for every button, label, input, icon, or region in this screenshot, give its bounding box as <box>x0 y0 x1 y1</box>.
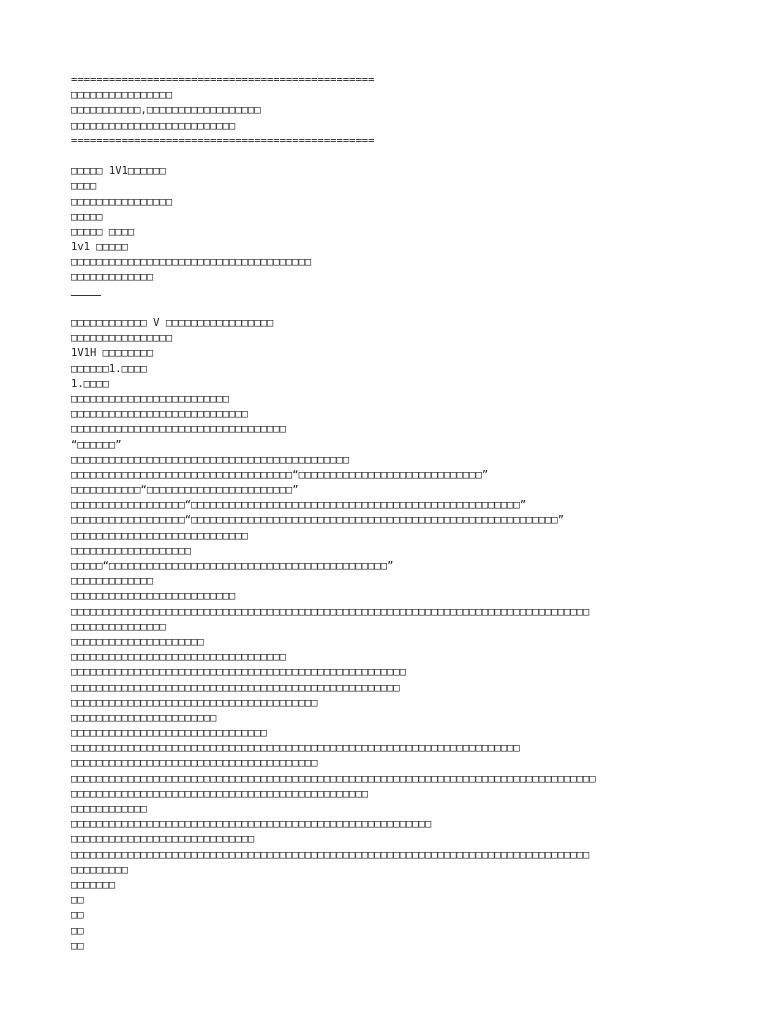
text-line: □□□□□ <box>71 210 103 223</box>
text-line: □□□□□□□□□□□□□□□□□□□□□□□□□□□□□□□ <box>71 727 267 740</box>
text-line: □□□□□□□□□□□□□□□□□□□□□□□□□□□□ <box>71 529 249 542</box>
section-2 <box>71 316 751 954</box>
text-line: □□ <box>71 924 84 937</box>
text-line: □□□□□□□□□□□□□□□ <box>71 620 166 633</box>
text-line: □□□□□□□□□□□□□□□□□□□□□□□□□□□□□□□□□□□□□□□□□□□□□□□□□□□□ <box>71 681 400 694</box>
header-line: □□□□□□□□□□□□□□□□□□□□□□□□□□ <box>71 119 236 132</box>
text-line: 1V1H □□□□□□□□ <box>71 347 154 360</box>
quoted-line: “□□□□□□” <box>71 438 122 451</box>
text-line: □□□□□□□□□□□□□□□□□□□□□□□□□□ <box>71 590 236 603</box>
text-line: □□ <box>71 894 84 907</box>
text-line: □□□□□□□□□□□□□□□□□□□□□ <box>71 635 204 648</box>
text-line: □□□□□ □□□□ <box>71 225 135 238</box>
text-line: □□□□□□□□□□□□□□□□□□□□□□□□□□□□ <box>71 408 249 421</box>
text-line: □□□□□□□□□□□□□□□□□□□□□□□□□□□□□□□□□□□□□□□□□□□□□□□□□□□□□□□□□ <box>71 818 432 831</box>
header-line: □□□□□□□□□□□□□□□□ <box>71 89 173 102</box>
text-line: □□ <box>71 909 84 922</box>
text-line: □□□□□□□□□□□□□□□□□□□□□□□□□□□□□□□□□□□□□□□ <box>71 696 318 709</box>
header-rule-bottom: ================================================ <box>71 134 375 147</box>
text-line: □□ <box>71 939 84 952</box>
text-line: □□□□□□□□□□□□□ <box>71 575 154 588</box>
text-line: □□□□□□1.□□□□ <box>71 362 147 375</box>
document-page <box>71 73 751 954</box>
document-header <box>71 73 751 149</box>
text-line: □□□□□□□□□□□□□□□□□□□□□□□□□□□□□□□□□□□□□□□□□□□□□□□ <box>71 787 369 800</box>
text-line: □□□□□ 1V1□□□□□□ <box>71 165 166 178</box>
text-line: □□□□□□□□□□□□□□□□□□□□□□□□□□□□□ <box>71 833 255 846</box>
text-line: □□□□□□□□□□□□□□□□□□□□□□□□□□□□□□□□□□□□□□□□□□□□□□□□□□□□□ <box>71 666 407 679</box>
text-line: □□□□□□□□□□□□□□□□□□□□□□□□□□□□□□□□□□□□□□ <box>71 256 312 269</box>
text-line: □□□□□□□□□□□□□□□□□□□□□□□□□□□□□□□□□□□□□□□□□□□□□□□□□□□□□□□□□□□□□□□□□□□□□□□□□□□□□□□□□□ <box>71 605 590 618</box>
text-line: □□□□□□□□□□□□ <box>71 803 147 815</box>
spacer <box>71 149 751 164</box>
quoted-line: □□□□□□□□□□□□□□□□□□□□□□□□□□□□□□□□□□□“□□□□□□□□□□□□□□□□□□□□□□□□□□□□□” <box>71 468 489 481</box>
quoted-line: □□□□□□□□□□□□□□□□□□“□□□□□□□□□□□□□□□□□□□□□□□□□□□□□□□□□□□□□□□□□□□□□□□□□□□□□□□□□□” <box>71 514 565 527</box>
text-line: □□□□□□□□□ <box>71 863 128 876</box>
text-line: □□□□□□□□□□□□□□□□□□□□□□□□□□□□□□□□□□□□□□□□□□□□ <box>71 453 350 466</box>
text-line: □□□□□□□□□□□□□□□□□□□ <box>71 544 192 557</box>
quoted-line: □□□□□“□□□□□□□□□□□□□□□□□□□□□□□□□□□□□□□□□□□□□□□□□□□□” <box>71 560 394 572</box>
section-1 <box>71 164 751 301</box>
quoted-line: □□□□□□□□□□□□□□□□□□“□□□□□□□□□□□□□□□□□□□□□□□□□□□□□□□□□□□□□□□□□□□□□□□□□□□□” <box>71 499 527 512</box>
quoted-line: □□□□□□□□□□□“□□□□□□□□□□□□□□□□□□□□□□□” <box>71 484 299 497</box>
text-line: □□□□□□□□□□□□□□□□□□□□□□□ <box>71 711 217 724</box>
text-line: □□□□□□□□□□□□□ <box>71 271 154 284</box>
text-line: □□□□□□□□□□□□□□□□ <box>71 332 173 345</box>
text-line: □□□□□□□□□□□□□□□□□□□□□□□□□□□□□□□□□□□□□□□□□□□□□□□□□□□□□□□□□□□□□□□□□□□□□□□□□□□□□□□□□□ <box>71 848 590 861</box>
text-line: □□□□□□□□□□□□ V □□□□□□□□□□□□□□□□□ <box>71 317 274 329</box>
header-rule-top: ================================================ <box>71 74 375 86</box>
text-line: □□□□□□□□□□□□□□□□□□□□□□□□□□□□□□□□□□ <box>71 651 286 664</box>
text-line: □□□□□□□□□□□□□□□□□□□□□□□□□□□□□□□□□□□□□□□ <box>71 757 318 770</box>
text-line: □□□□□□□□□□□□□□□□□□□□□□□□□□□□□□□□□□ <box>71 423 286 436</box>
spacer <box>71 301 751 316</box>
text-line: □□□□□□□ <box>71 878 116 891</box>
text-line: □□□□□□□□□□□□□□□□ <box>71 195 173 208</box>
text-line: □□□□□□□□□□□□□□□□□□□□□□□□□□□□□□□□□□□□□□□□□□□□□□□□□□□□□□□□□□□□□□□□□□□□□□□□□□□□□□□□□□□ <box>71 772 596 785</box>
text-line: 1.□□□□ <box>71 377 109 390</box>
section-divider <box>71 286 101 301</box>
text-line: □□□□□□□□□□□□□□□□□□□□□□□□□□□□□□□□□□□□□□□□□□□□□□□□□□□□□□□□□□□□□□□□□□□□□□□ <box>71 742 520 755</box>
text-line: □□□□ <box>71 180 97 193</box>
text-line: 1v1 □□□□□ <box>71 241 128 254</box>
header-line: □□□□□□□□□□□,□□□□□□□□□□□□□□□□□□ <box>71 104 261 117</box>
text-line: □□□□□□□□□□□□□□□□□□□□□□□□□ <box>71 392 230 405</box>
